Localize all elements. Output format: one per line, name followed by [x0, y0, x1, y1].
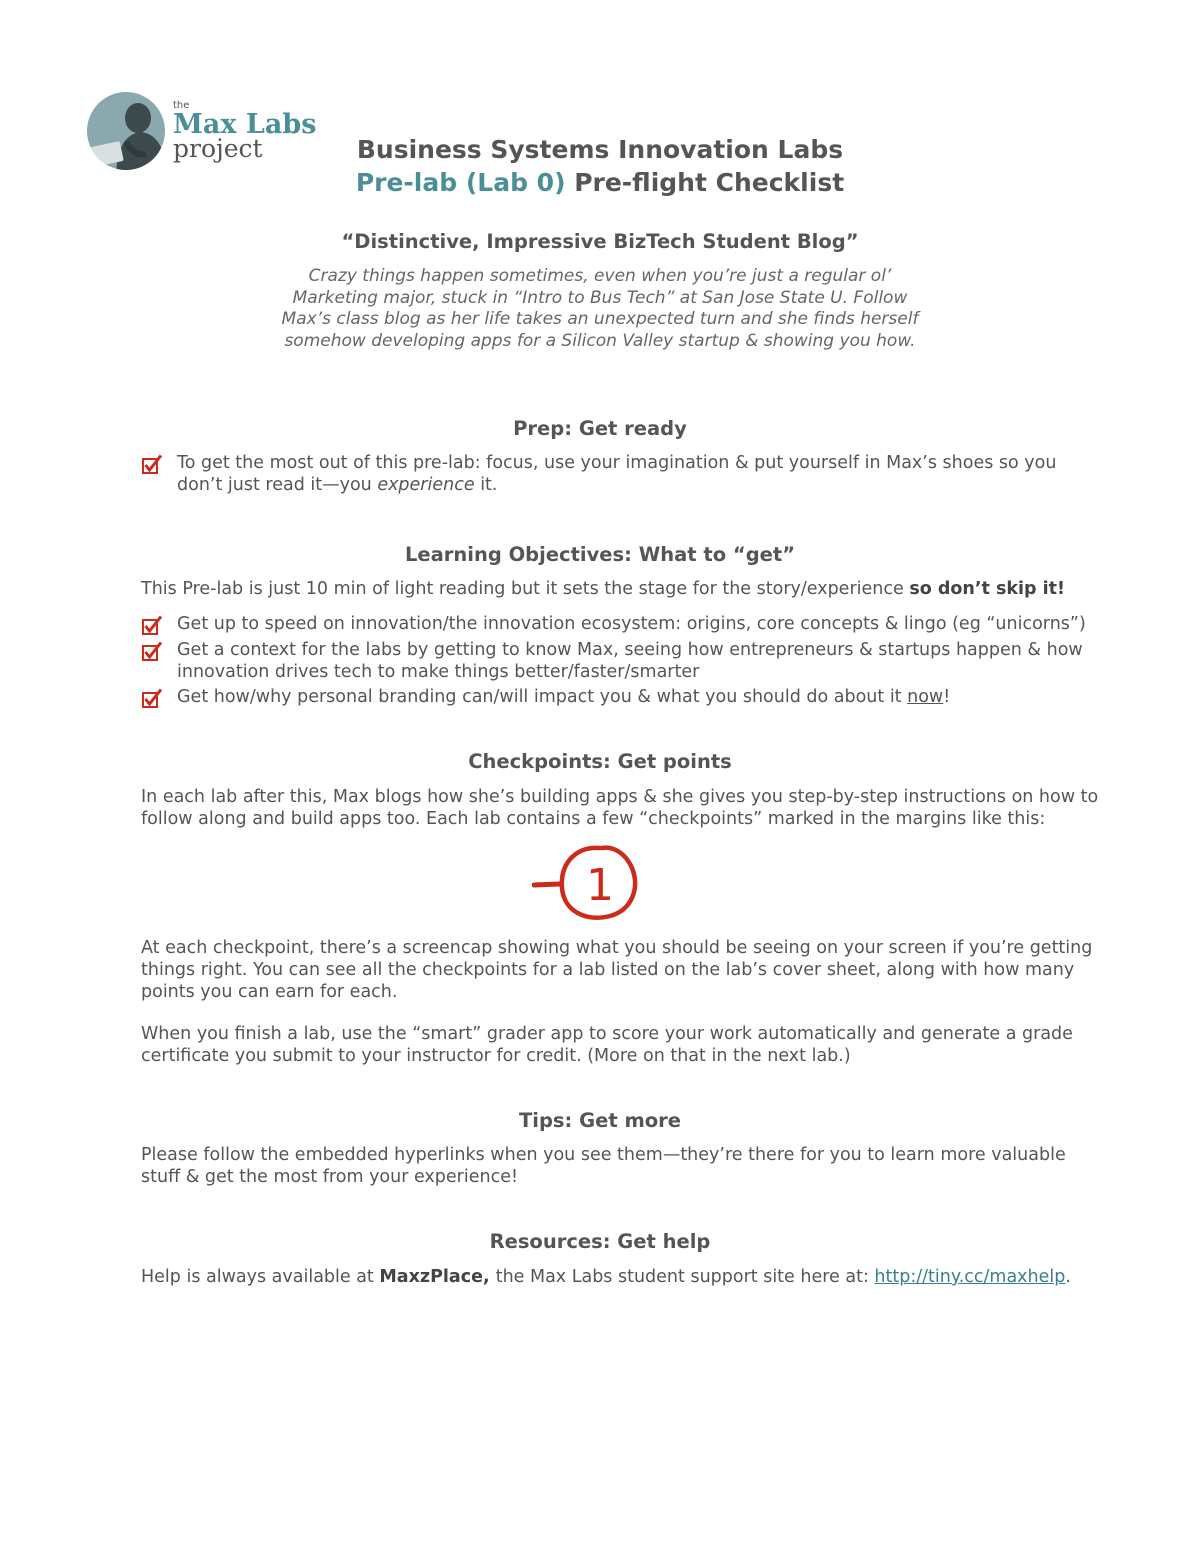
title-block	[0, 133, 1200, 199]
resources-heading: Resources: Get help	[489, 1230, 711, 1253]
prep-item-before: To get the most out of this pre-lab: focus, use your imagination & put yourself in Max’s shoes so you don’t just read it—you	[177, 453, 1057, 495]
objective-item-3-after: !	[943, 687, 951, 707]
objective-item-2-text: Get a context for the labs by getting to know Max, seeing how entrepreneurs & startups happen & how innovation drives tech to make things better/faster/smarter	[177, 640, 1083, 682]
checkbox-checked-icon	[141, 641, 163, 663]
blog-blurb: Crazy things happen sometimes, even when you’re just a regular ol’ Marketing major, stuck in “Intro to Bus Tech” at San Jose State U. Follow Max’s class blog as her life takes an unexpected turn and she finds herself somehow developing apps for a Silicon Valley startup & showing you how.	[281, 266, 919, 352]
prep-item-emphasis: experience	[377, 475, 475, 495]
checkbox-checked-icon	[141, 688, 163, 710]
objectives-intro-bold: so don’t skip it!	[909, 579, 1065, 599]
resources-para	[141, 1266, 1101, 1288]
checkbox-checked-icon	[141, 615, 163, 637]
logo-line1: Max Labs	[173, 109, 317, 140]
maxhelp-link[interactable]: http://tiny.cc/maxhelp	[874, 1267, 1066, 1287]
page-title: Business Systems Innovation Labs	[356, 135, 844, 164]
checkpoint-marker-icon	[532, 838, 644, 928]
checkpoints-para3: When you finish a lab, use the “smart” grader app to score your work automatically and generate a grade certificate you submit to your instructor for credit. (More on that in the next lab.)	[141, 1024, 1073, 1066]
tips-heading: Tips: Get more	[518, 1109, 682, 1132]
objectives-heading: Learning Objectives: What to “get”	[404, 543, 796, 566]
tips-para: Please follow the embedded hyperlinks when you see them—they’re there for you to learn more valuable stuff & get the most from your experience!	[141, 1145, 1066, 1187]
objective-item-3-before: Get how/why personal branding can/will impact you & what you should do about it	[177, 687, 908, 707]
checkpoints-para1: In each lab after this, Max blogs how she’s building apps & she gives you step-by-step instructions on how to follow along and build apps too. Each lab contains a few “checkpoints” marked in the margins like this:	[141, 787, 1099, 829]
prep-heading: Prep: Get ready	[513, 417, 687, 440]
objective-item-3-underline: now	[907, 687, 944, 707]
resources-text-middle: the Max Labs student support site here at:	[495, 1267, 875, 1287]
prep-item-text	[177, 452, 1097, 496]
resources-site-name: MaxzPlace,	[379, 1267, 496, 1287]
objective-item-1-text: Get up to speed on innovation/the innovation ecosystem: origins, core concepts & lingo (eg “unicorns”)	[177, 614, 1086, 634]
objectives-intro-text: This Pre-lab is just 10 min of light reading but it sets the stage for the story/experience	[141, 579, 910, 599]
checkpoints-para2: At each checkpoint, there’s a screencap showing what you should be seeing on your screen if you’re getting things right. You can see all the checkpoints for a lab listed on the lab’s cover sheet, along with how many points you can earn for each.	[141, 938, 1093, 1002]
logo-small-text: the	[173, 100, 190, 111]
subtitle-accent: Pre-lab (Lab 0)	[355, 168, 566, 197]
blog-heading: “Distinctive, Impressive BizTech Student Blog”	[341, 230, 859, 253]
page-subtitle	[0, 166, 1200, 199]
checkbox-checked-icon	[141, 454, 163, 476]
objectives-intro	[141, 578, 1101, 600]
resources-text-after: .	[1065, 1267, 1071, 1287]
resources-text-before: Help is always available at	[141, 1267, 380, 1287]
checkpoint-marker-number: 1	[586, 860, 614, 911]
prep-item-after: it.	[474, 475, 498, 495]
objective-item-3-text	[177, 686, 1097, 708]
logo-line2: project	[173, 134, 263, 163]
checkpoints-heading: Checkpoints: Get points	[468, 750, 732, 773]
subtitle-rest: Pre-flight Checklist	[565, 168, 845, 197]
